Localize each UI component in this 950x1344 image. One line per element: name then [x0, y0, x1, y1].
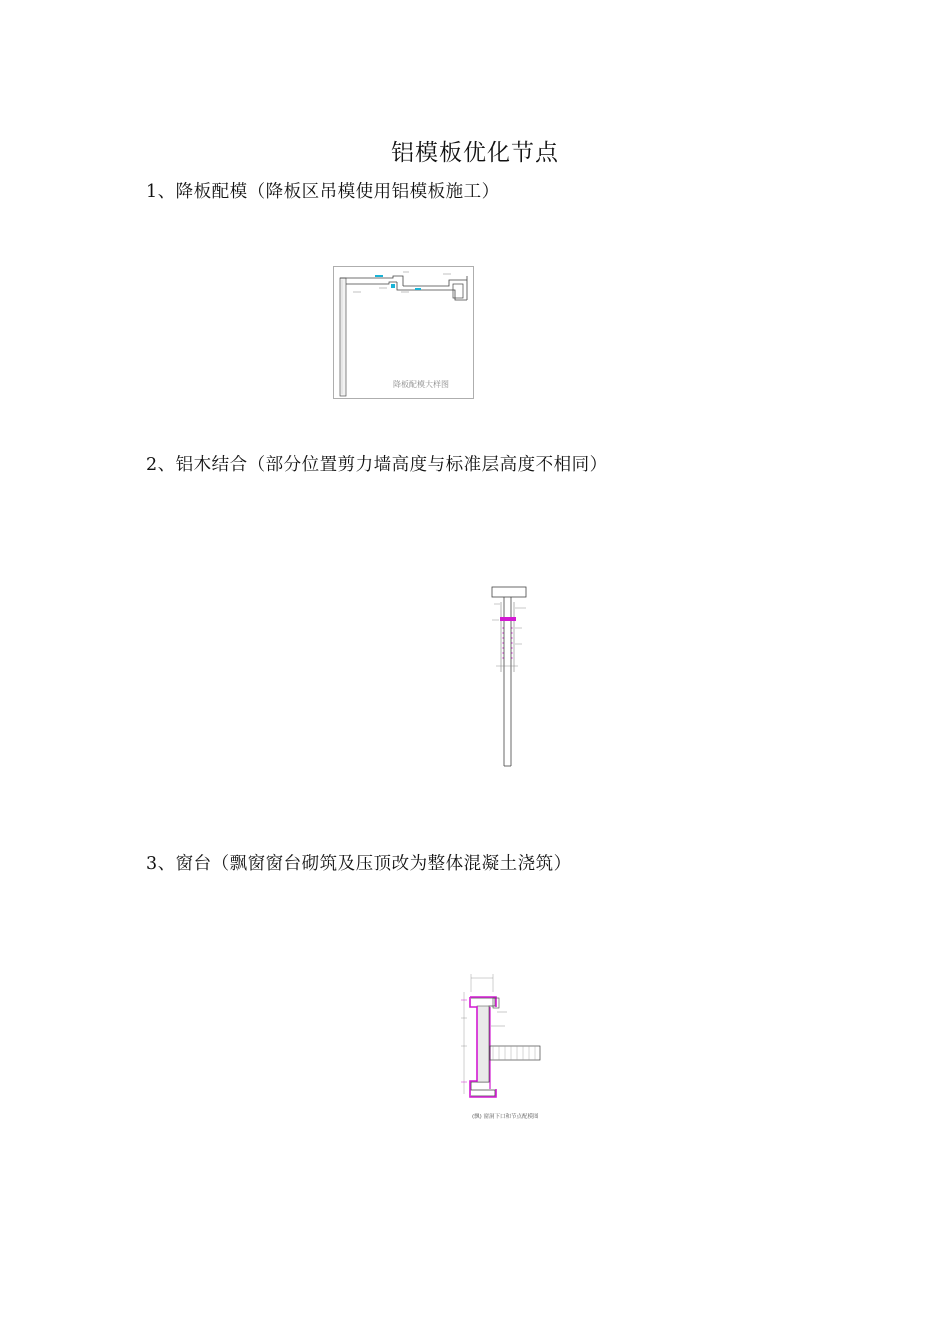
- section-heading-3: 3、窗台（飘窗窗台砌筑及压顶改为整体混凝土浇筑）: [146, 854, 572, 874]
- figure-bay-window-sill: [455, 962, 547, 1124]
- figure-drop-slab-formwork: [333, 266, 475, 400]
- figure-aluminum-wood-combination: [486, 582, 536, 770]
- section-heading-1: 1、降板配模（降板区吊模使用铝模板施工）: [146, 182, 500, 202]
- figure-caption-3: (飘) 窗洞下口和节点配模图: [472, 1114, 539, 1120]
- section-heading-2: 2、铝木结合（部分位置剪力墙高度与标准层高度不相同）: [146, 455, 608, 475]
- page-title: 铝模板优化节点: [391, 140, 559, 166]
- figure-caption-1: 降板配模大样图: [393, 380, 449, 389]
